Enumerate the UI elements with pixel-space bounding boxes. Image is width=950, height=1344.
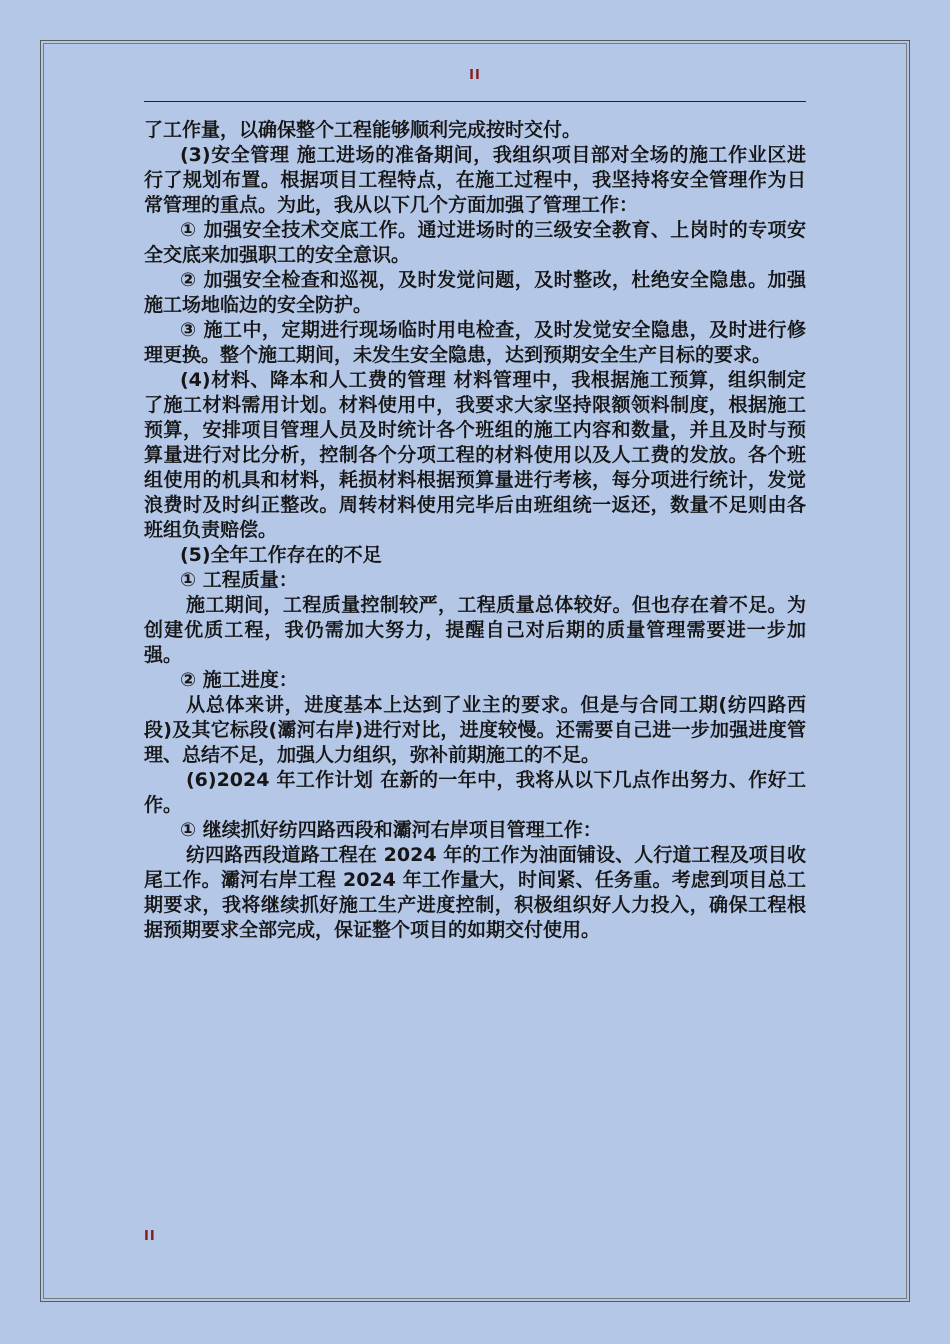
- document-body: [144, 118, 806, 943]
- paragraph-quality-heading: ① 工程质量：: [180, 569, 298, 591]
- paragraph-progress-heading: ② 施工进度：: [180, 669, 298, 691]
- header-rule: [144, 101, 806, 102]
- paragraph-safety-item-3: ③ 施工中，定期进行现场临时用电检查，及时发觉安全隐患，及时进行修理更换。整个施工期间，未发生安全隐患，达到预期安全生产目标的要求。: [144, 319, 806, 366]
- paragraph-progress-body: 从总体来讲，进度基本上达到了业主的要求。但是与合同工期(纺四路西段)及其它标段(灞河右岸)进行对比，进度较慢。还需要自己进一步加强进度管理、总结不足，加强人力组织，弥补前期施工的不足。: [144, 694, 806, 766]
- paragraph-plan-item-1: ① 继续抓好纺四路西段和灞河右岸项目管理工作：: [180, 819, 602, 841]
- paragraph-materials-management: (4)材料、降本和人工费的管理 材料管理中，我根据施工预算，组织制定了施工材料需用计划。材料使用中，我要求大家坚持限额领料制度，根据施工预算，安排项目管理人员及时统计各个班组的施工内容和数量，并且及时与预算量进行对比分析，控制各个分项工程的材料使用以及人工费的发放。各个班组使用的机具和材料，耗损材料根据预算量进行考核，每分项进行统计，发觉浪费时及时纠正整改。周转材料使用完毕后由班组统一返还，数量不足则由各班组负责赔偿。: [144, 369, 806, 541]
- paragraph-safety-item-1: ① 加强安全技术交底工作。通过进场时的三级安全教育、上岗时的专项安全交底来加强职工的安全意识。: [144, 219, 806, 266]
- paragraph-shortcomings-heading: (5)全年工作存在的不足: [180, 544, 382, 566]
- paragraph-safety-management: (3)安全管理 施工进场的准备期间，我组织项目部对全场的施工作业区进行了规划布置。根据项目工程特点，在施工过程中，我坚持将安全管理作为日常管理的重点。为此，我从以下几个方面加强了管理工作：: [144, 144, 806, 216]
- footer-mark: II: [144, 1229, 156, 1244]
- paragraph-work-plan: (6)2024 年工作计划 在新的一年中，我将从以下几点作出努力、作好工作。: [144, 769, 806, 816]
- paragraph-plan-item-1-body: 纺四路西段道路工程在 2024 年的工作为油面铺设、人行道工程及项目收尾工作。灞河右岸工程 2024 年工作量大，时间紧、任务重。考虑到项目总工期要求，我将继续抓好施工生产进度控制，积极组织好人力投入，确保工程根据预期要求全部完成，保证整个项目的如期交付使用。: [144, 844, 806, 941]
- header-mark: II: [469, 68, 481, 83]
- paragraph-safety-item-2: ② 加强安全检查和巡视，及时发觉问题，及时整改，杜绝安全隐患。加强施工场地临边的安全防护。: [144, 269, 806, 316]
- paragraph-continuation: 了工作量，以确保整个工程能够顺利完成按时交付。: [144, 119, 582, 141]
- paragraph-quality-body: 施工期间，工程质量控制较严，工程质量总体较好。但也存在着不足。为创建优质工程，我仍需加大努力，提醒自己对后期的质量管理需要进一步加强。: [144, 594, 806, 666]
